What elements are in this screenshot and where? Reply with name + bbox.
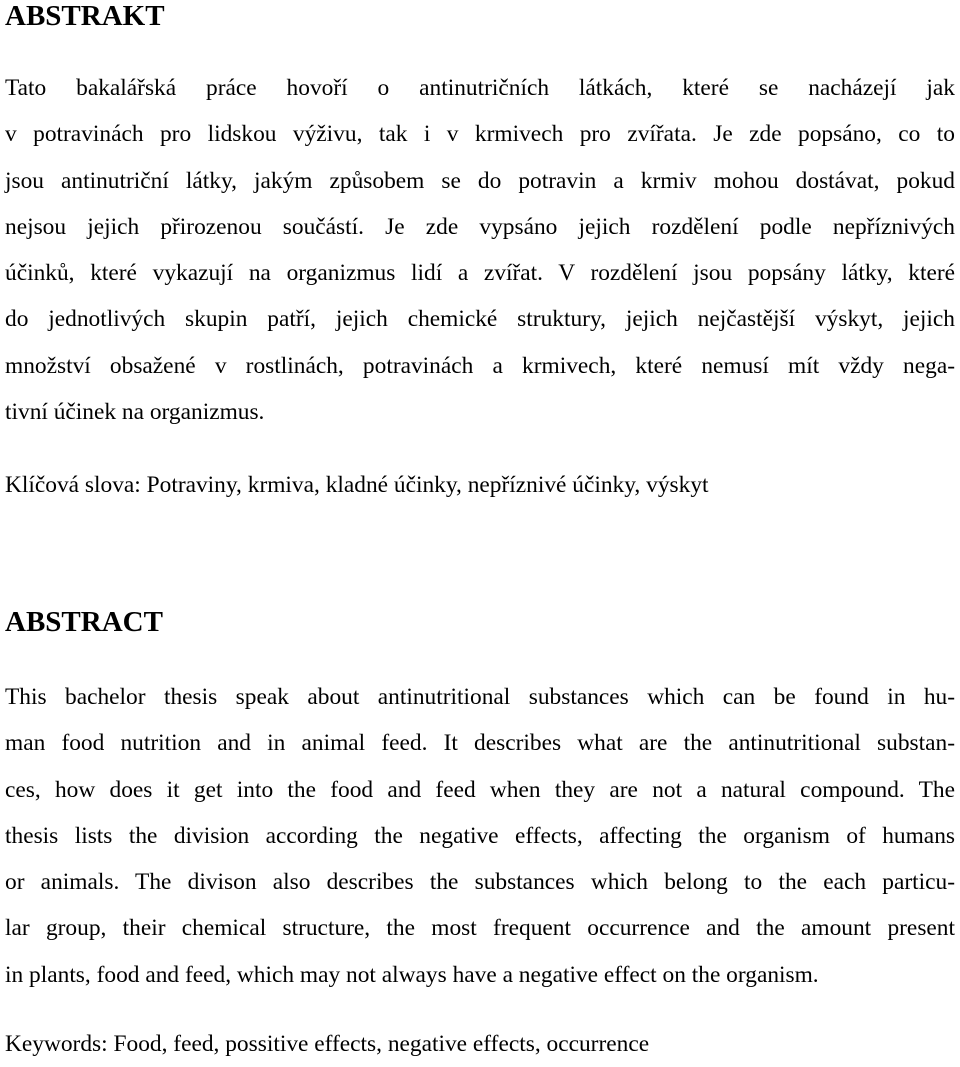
paragraph-line: do jednotlivých skupin patří, jejich chemické struktury, jejich nejčastější výskyt, jejich	[5, 306, 955, 333]
keywords-line: Klíčová slova: Potraviny, krmiva, kladné účinky, nepříznivé účinky, výskyt	[5, 472, 709, 498]
czech-abstract-heading: ABSTRAKT	[5, 0, 165, 32]
english-keywords	[5, 1021, 955, 1067]
paragraph-line: tivní účinek na organizmus.	[5, 399, 265, 426]
paragraph-line: thesis lists the division according the negative effects, affecting the organism of humans	[5, 822, 955, 849]
czech-keywords	[5, 462, 955, 508]
paragraph-line: man food nutrition and in animal feed. It describes what are the antinutritional substan-	[5, 730, 955, 757]
paragraph-line: Tato bakalářská práce hovoří o antinutričních látkách, které se nacházejí jak	[5, 75, 955, 101]
english-abstract-heading: ABSTRACT	[5, 606, 163, 638]
paragraph-line: or animals. The divison also describes the substances which belong to the each particu-	[5, 869, 955, 896]
czech-abstract-paragraph	[5, 65, 955, 435]
paragraph-line: in plants, food and feed, which may not always have a negative effect on the organism.	[5, 961, 819, 988]
english-abstract-paragraph	[5, 674, 955, 998]
paragraph-line: účinků, které vykazují na organizmus lidí a zvířat. V rozdělení jsou popsány látky, které	[5, 260, 955, 287]
keywords-line: Keywords: Food, feed, possitive effects, negative effects, occurrence	[5, 1031, 650, 1057]
paragraph-line: množství obsažené v rostlinách, potravinách a krmivech, které nemusí mít vždy nega-	[5, 352, 955, 379]
paragraph-line: ces, how does it get into the food and feed when they are not a natural compound. The	[5, 776, 955, 803]
paragraph-line: v potravinách pro lidskou výživu, tak i v krmivech pro zvířata. Je zde popsáno, co to	[5, 121, 955, 148]
paragraph-line: lar group, their chemical structure, the most frequent occurrence and the amount present	[5, 915, 955, 942]
paragraph-line: nejsou jejich přirozenou součástí. Je zde vypsáno jejich rozdělení podle nepříznivých	[5, 213, 955, 240]
paragraph-line: This bachelor thesis speak about antinutritional substances which can be found in hu-	[5, 684, 955, 710]
paragraph-line: jsou antinutriční látky, jakým způsobem se do potravin a krmiv mohou dostávat, pokud	[5, 167, 955, 194]
